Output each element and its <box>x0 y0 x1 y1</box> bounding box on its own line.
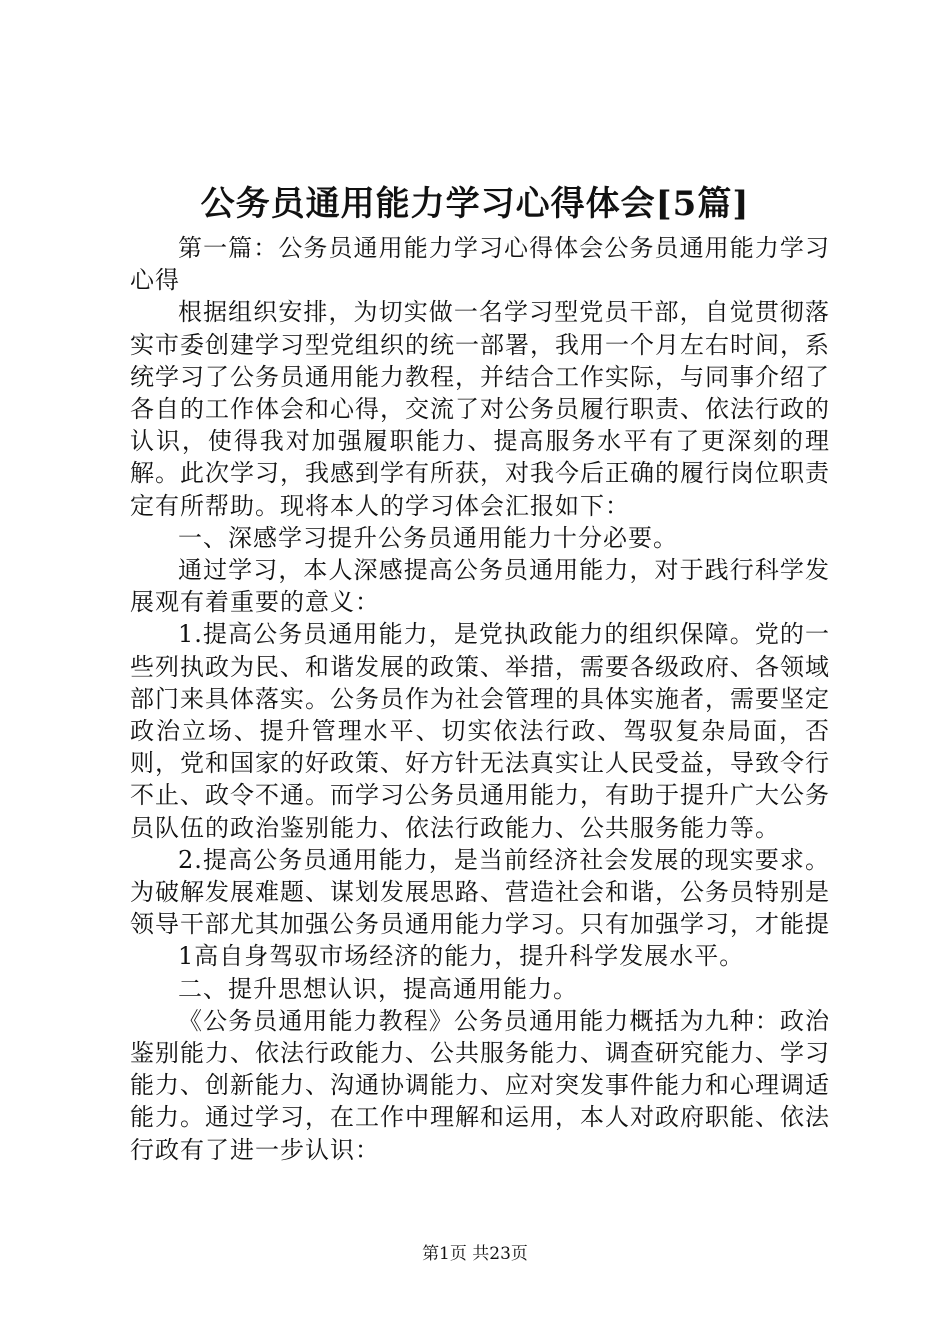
section-heading-1: 一、深感学习提升公务员通用能力十分必要。 <box>178 523 678 552</box>
paragraph-6: 1高自身驾驭市场经济的能力，提升科学发展水平。 <box>178 942 745 971</box>
document-title: 公务员通用能力学习心得体会[5篇] <box>200 184 750 224</box>
page-footer: 第1页 共23页 <box>422 1244 528 1264</box>
paragraph-3: 通过学习，本人深感提高公务员通用能力，对于践行科学发展观有着重要的意义： <box>130 556 830 617</box>
paragraph-7: 《公务员通用能力教程》公务员通用能力概括为九种：政治鉴别能力、依法行政能力、公共服务能力、调查研究能力、学习能力、创新能力、沟通协调能力、应对突发事件能力和心理调适能力。通过学习，在工作中理解和运用，本人对政府职能、依法行政有了进一步认识： <box>130 1006 830 1164</box>
paragraph-4: 1.提高公务员通用能力，是党执政能力的组织保障。党的一些列执政为民、和谐发展的政策、举措，需要各级政府、各领域部门来具体落实。公务员作为社会管理的具体实施者，需要坚定政治立场、提升管理水平、切实依法行政、驾驭复杂局面，否则，党和国家的好政策、好方针无法真实让人民受益，导致令行不止、政令不通。而学习公务员通用能力，有助于提升广大公务员队伍的政治鉴别能力、依法行政能力、公共服务能力等。 <box>130 620 830 842</box>
paragraph-1: 第一篇：公务员通用能力学习心得体会公务员通用能力学习心得 <box>130 234 830 295</box>
paragraph-2: 根据组织安排，为切实做一名学习型党员干部，自觉贯彻落实市委创建学习型党组织的统一部署，我用一个月左右时间，系统学习了公务员通用能力教程，并结合工作实际，与同事介绍了各自的工作体会和心得，交流了对公务员履行职责、依法行政的认识，使得我对加强履职能力、提高服务水平有了更深刻的理解。此次学习，我感到学有所获，对我今后正确的履行岗位职责定有所帮助。现将本人的学习体会汇报如下： <box>130 298 830 520</box>
document-body <box>130 232 830 1166</box>
paragraph-5: 2.提高公务员通用能力，是当前经济社会发展的现实要求。为破解发展难题、谋划发展思路、营造社会和谐，公务员特别是领导干部尤其加强公务员通用能力学习。只有加强学习，才能提 <box>130 845 830 939</box>
section-heading-2: 二、提升思想认识，提高通用能力。 <box>178 974 578 1003</box>
